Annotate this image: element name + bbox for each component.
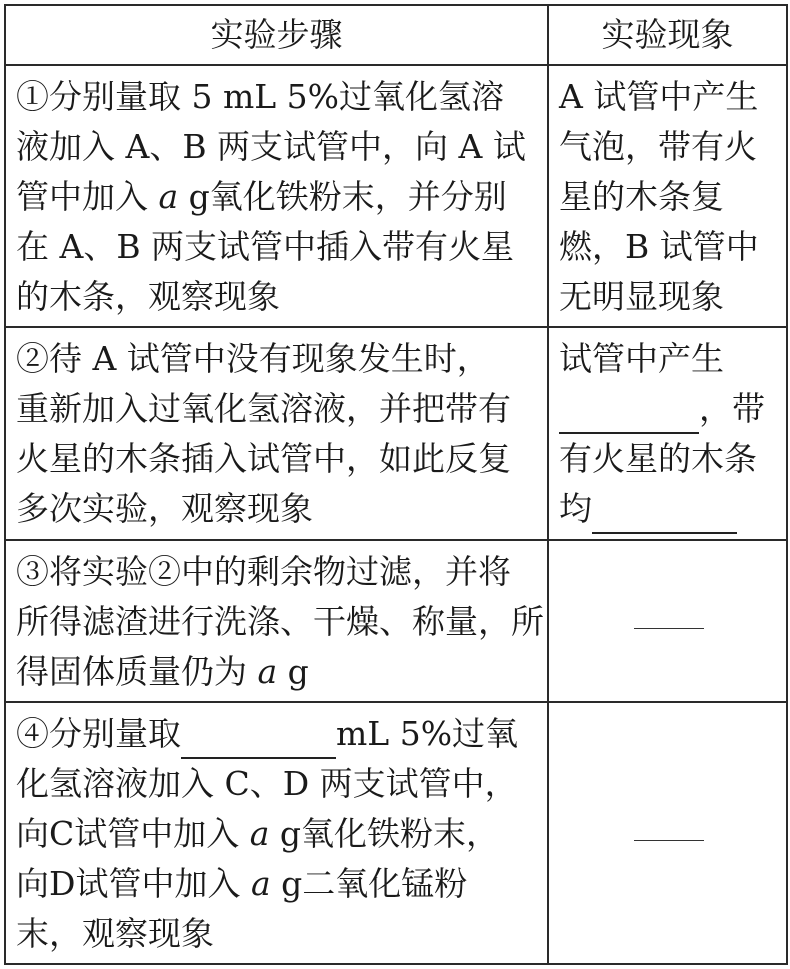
variable-a: a <box>257 651 278 691</box>
header-steps: 实验步骤 <box>5 5 548 65</box>
variable-a: a <box>158 177 179 217</box>
step-line: ③将实验②中的剩余物过滤，并将 <box>16 551 511 591</box>
table-header-row <box>5 5 787 65</box>
step-text: mL 5%过氧 <box>336 713 519 753</box>
step-line <box>16 809 539 859</box>
step-line <box>16 647 539 697</box>
step-text: g氧化铁粉末， <box>269 813 500 853</box>
step-text: g <box>277 651 309 691</box>
step-line <box>16 172 539 222</box>
experiment-table-container <box>4 4 786 965</box>
step-cell-1 <box>5 65 548 327</box>
experiment-table <box>4 4 788 965</box>
step-text: 向C试管中加入 <box>16 813 250 853</box>
step-line: 重新加入过氧化氢溶液，并把带有 <box>16 389 511 429</box>
answer-blank[interactable] <box>559 392 699 434</box>
answer-blank[interactable] <box>181 717 336 759</box>
step-line: 在 A、B 两支试管中插入带有火星 <box>16 227 515 267</box>
step-line: 所得滤渣进行洗涤、干燥、称量，所 <box>16 601 544 641</box>
phenomena-cell-3 <box>548 540 787 702</box>
variable-a: a <box>250 863 271 903</box>
step-line: 多次实验，观察现象 <box>16 489 313 529</box>
step-line: 液加入 A、B 两支试管中，向 A 试 <box>16 127 526 167</box>
step-text: 向D试管中加入 <box>16 863 251 903</box>
phenomena-line: 气泡，带有火 <box>559 127 757 167</box>
phenomena-line: 试管中产生 <box>559 339 724 379</box>
step-line: ②待 A 试管中没有现象发生时， <box>16 339 490 379</box>
step-line: 末，观察现象 <box>16 913 214 953</box>
step-cell-4 <box>5 702 548 964</box>
step-line <box>16 709 539 759</box>
phenomena-cell-2 <box>548 327 787 539</box>
header-phenomena: 实验现象 <box>548 5 787 65</box>
table-row <box>5 327 787 539</box>
phenomena-text: ，带 <box>699 389 765 429</box>
step-line: 的木条，观察现象 <box>16 277 280 317</box>
step-line <box>16 859 539 909</box>
step-cell-2 <box>5 327 548 539</box>
answer-blank[interactable] <box>592 492 737 534</box>
phenomena-line: 无明显现象 <box>559 277 724 317</box>
table-row <box>5 702 787 964</box>
step-text: 得固体质量仍为 <box>16 651 258 691</box>
dash-mark <box>634 840 704 841</box>
step-line: ①分别量取 5 mL 5%过氧化氢溶 <box>16 77 505 117</box>
phenomena-line: A 试管中产生 <box>559 77 759 117</box>
phenomena-line <box>559 384 778 434</box>
phenomena-line <box>559 484 778 534</box>
step-text: 管中加入 <box>16 177 159 217</box>
phenomena-text: 均 <box>559 489 592 529</box>
variable-a: a <box>249 813 270 853</box>
table-row <box>5 65 787 327</box>
step-text: g氧化铁粉末，并分别 <box>178 177 507 217</box>
phenomena-line: 燃，B 试管中 <box>559 227 759 267</box>
phenomena-cell-1 <box>548 65 787 327</box>
step-line: 化氢溶液加入 C、D 两支试管中， <box>16 763 518 803</box>
table-row <box>5 540 787 702</box>
step-text: g二氧化锰粉 <box>270 863 468 903</box>
phenomena-line: 星的木条复 <box>559 177 724 217</box>
phenomena-line: 有火星的木条 <box>559 439 757 479</box>
phenomena-cell-4 <box>548 702 787 964</box>
step-line: 火星的木条插入试管中，如此反复 <box>16 439 511 479</box>
step-cell-3 <box>5 540 548 702</box>
dash-mark <box>634 628 704 629</box>
step-text: ④分别量取 <box>16 713 181 753</box>
